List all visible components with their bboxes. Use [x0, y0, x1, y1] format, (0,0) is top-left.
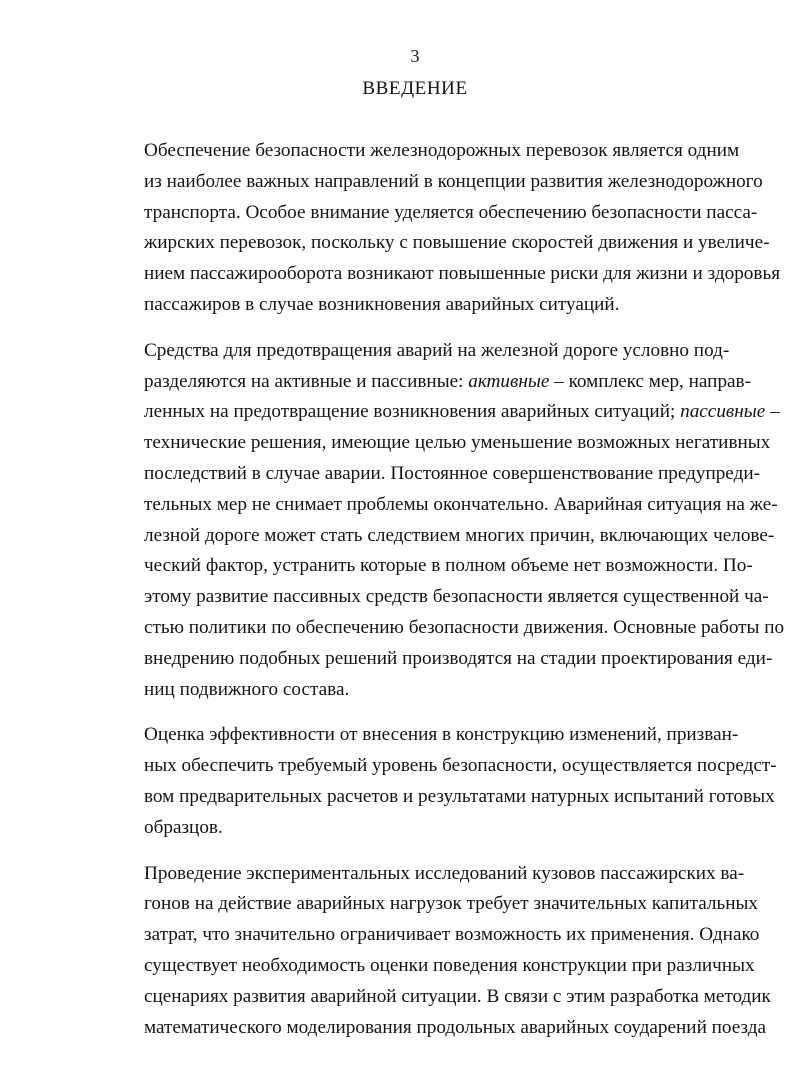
text-line: транспорта. Особое внимание уделяется обеспечению безопасности пасса- [144, 201, 758, 223]
text-line: Средства для предотвращения аварий на железной дороге условно под- [144, 339, 730, 361]
emphasis-term-passive: пассивные [680, 401, 766, 423]
text-line [112, 397, 780, 428]
text-line: гонов на действие аварийных нагрузок требует значительных капитальных [144, 893, 758, 915]
page-title: ВВЕДЕНИЕ [362, 78, 468, 99]
text-segment: – комплекс мер, направ- [549, 370, 752, 392]
text-line: тельных мер не снимает проблемы окончательно. Аварийная ситуация на же- [144, 493, 778, 515]
text-line: образцов. [144, 816, 223, 838]
emphasis-term-active: активные [468, 370, 550, 392]
text-line: пассажиров в случае возникновения аварийных ситуаций. [144, 293, 620, 315]
text-segment: ленных на предотвращение возникновения аварийных ситуаций; [144, 401, 681, 423]
text-line: ческий фактор, устранить которые в полном объеме нет возможности. По- [144, 555, 753, 577]
text-line: внедрению подобных решений производятся на стадии проектирования еди- [144, 647, 773, 669]
text-segment: – [765, 401, 780, 423]
text-line: Оценка эффективности от внесения в конструкцию изменений, призван- [144, 724, 739, 746]
page-number: 3 [410, 46, 420, 66]
paragraph-2 [112, 336, 785, 706]
text-line: из наиболее важных направлений в концепции развития железнодорожного [144, 170, 763, 192]
text-line: нием пассажирооборота возникают повышенные риски для жизни и здоровья [144, 263, 781, 285]
paragraph-1 [112, 136, 781, 321]
text-line [112, 367, 752, 398]
paragraph-3 [112, 720, 777, 843]
text-line: последствий в случае аварии. Постоянное совершенствование предупреди- [144, 462, 760, 484]
text-segment: разделяются на активные и пассивные: [144, 370, 469, 392]
text-line: лезной дороге может стать следствием многих причин, включающих челове- [144, 524, 775, 546]
text-line: математического моделирования продольных аварийных соударений поезда [144, 1016, 766, 1038]
text-line: ниц подвижного состава. [144, 678, 350, 700]
text-line: ных обеспечить требуемый уровень безопасности, осуществляется посредст- [144, 755, 777, 777]
text-line: Обеспечение безопасности железнодорожных перевозок является одним [144, 140, 740, 161]
text-line: существует необходимость оценки поведения конструкции при различных [144, 954, 755, 976]
text-line: технические решения, имеющие целью уменьшение возможных негативных [144, 432, 771, 454]
text-line: затрат, что значительно ограничивает возможность их применения. Однако [144, 924, 760, 946]
text-line: жирских перевозок, поскольку с повышение скоростей движения и увеличе- [144, 232, 770, 254]
text-line: этому развитие пассивных средств безопасности является существенной ча- [144, 586, 769, 608]
document-body [112, 136, 785, 1043]
text-line: Проведение экспериментальных исследований кузовов пассажирских ва- [144, 862, 745, 884]
paragraph-4 [112, 859, 771, 1044]
text-line: стью политики по обеспечению безопасности движения. Основные работы по [144, 616, 785, 638]
text-line: вом предварительных расчетов и результатами натурных испытаний готовых [144, 785, 775, 807]
text-line: сценариях развития аварийной ситуации. В связи с этим разработка методик [144, 985, 771, 1007]
